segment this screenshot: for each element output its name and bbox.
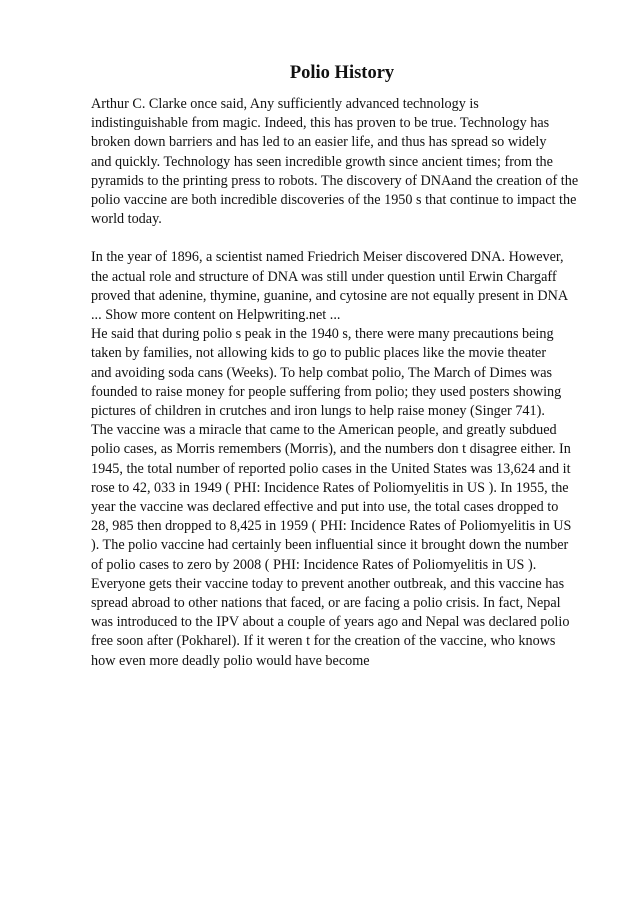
text-line: of polio cases to zero by 2008 ( PHI: Incidence Rates of Poliomyelitis in US ). — [91, 556, 537, 573]
document-title: Polio History — [289, 63, 395, 83]
text-line: The vaccine was a miracle that came to the American people, and greatly subdued — [91, 422, 557, 439]
text-line: the actual role and structure of DNA was still under question until Erwin Chargaff — [91, 268, 557, 285]
text-line: founded to raise money for people suffering from polio; they used posters showing — [91, 383, 562, 400]
text-line: indistinguishable from magic. Indeed, this has proven to be true. Technology has — [91, 115, 550, 132]
text-line: polio cases, as Morris remembers (Morris), and the numbers don t disagree either. In — [91, 441, 571, 458]
text-line: Arthur C. Clarke once said, Any sufficiently advanced technology is — [91, 96, 479, 112]
text-line: was introduced to the IPV about a couple of years ago and Nepal was declared polio — [91, 614, 570, 631]
show-more-link[interactable]: ... Show more content on Helpwriting.net ... — [91, 307, 341, 324]
text-line: world today. — [91, 211, 162, 228]
paragraph-spacer — [91, 229, 601, 248]
text-line: In the year of 1896, a scientist named Friedrich Meiser discovered DNA. However, — [91, 249, 564, 266]
text-line: and quickly. Technology has seen incredible growth since ancient times; from the — [91, 153, 553, 170]
text-line: 1945, the total number of reported polio cases in the United States was 13,624 and it — [91, 460, 571, 477]
text-line: year the vaccine was declared effective and put into use, the total cases dropped to — [91, 499, 559, 516]
text-line: proved that adenine, thymine, guanine, and cytosine are not equally present in DNA — [91, 287, 569, 304]
paragraph-intro — [91, 95, 601, 229]
text-line: spread abroad to other nations that faced, or are facing a polio crisis. In fact, Nepal — [91, 595, 561, 612]
text-line: taken by families, not allowing kids to go to public places like the movie theater — [91, 345, 547, 362]
text-line: broken down barriers and has led to an easier life, and thus has spread so widely — [91, 134, 547, 151]
text-line: Everyone gets their vaccine today to prevent another outbreak, and this vaccine has — [91, 575, 565, 592]
text-line: He said that during polio s peak in the 1940 s, there were many precautions being — [91, 326, 554, 343]
paragraph-polio — [91, 325, 601, 671]
text-line: 28, 985 then dropped to 8,425 in 1959 ( PHI: Incidence Rates of Poliomyelitis in US — [91, 518, 572, 535]
text-line: free soon after (Pokharel). If it weren t for the creation of the vaccine, who knows — [91, 633, 556, 650]
text-line: pictures of children in crutches and iron lungs to help raise money (Singer 741). — [91, 403, 545, 420]
text-line: polio vaccine are both incredible discoveries of the 1950 s that continue to impact the — [91, 192, 577, 209]
document-body — [91, 95, 601, 671]
text-line: and avoiding soda cans (Weeks). To help combat polio, The March of Dimes was — [91, 364, 553, 381]
text-line: rose to 42, 033 in 1949 ( PHI: Incidence Rates of Poliomyelitis in US ). In 1955, the — [91, 479, 569, 496]
text-line: pyramids to the printing press to robots. The discovery of DNAand the creation of the — [91, 172, 579, 189]
paragraph-dna — [91, 248, 601, 325]
text-line: ). The polio vaccine had certainly been influential since it brought down the number — [91, 537, 569, 554]
text-line: how even more deadly polio would have become — [91, 652, 370, 669]
